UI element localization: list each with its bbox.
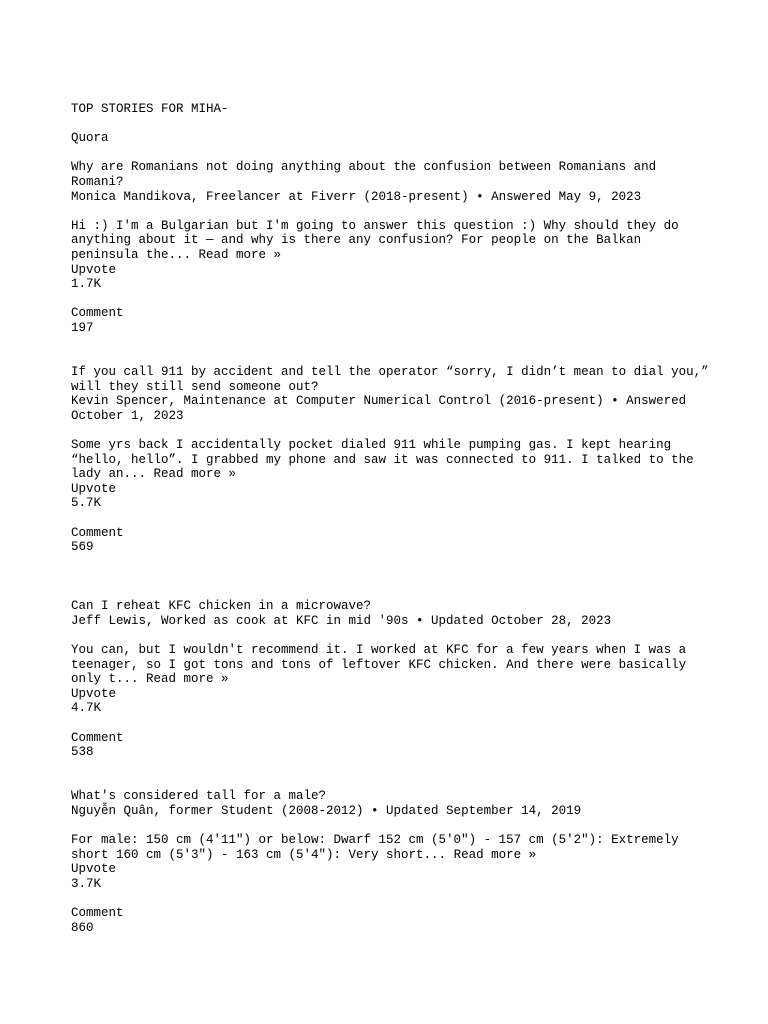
- comment-count: 860: [71, 920, 94, 935]
- story-snippet: [71, 833, 711, 862]
- story-item: [71, 365, 717, 555]
- comment-button[interactable]: Comment: [71, 730, 124, 745]
- read-more-link[interactable]: Read more »: [198, 247, 282, 262]
- story-snippet-text: You can, but I wouldn't recommend it. I worked at KFC for a few years when I was a teenager, so I got tons and tons of leftover KFC chicken. And there were basically only t...: [71, 643, 694, 687]
- upvote-count: 4.7K: [71, 701, 102, 716]
- story-question[interactable]: Can I reheat KFC chicken in a microwave?: [71, 599, 372, 614]
- story-author: Nguyễn Quân, former Student (2008-2012) • Updated September 14, 2019: [71, 803, 582, 818]
- upvote-block: [71, 263, 711, 292]
- story-snippet: [71, 643, 711, 687]
- upvote-block: [71, 482, 711, 511]
- story-author: Kevin Spencer, Maintenance at Computer Numerical Control (2016-present) • Answered October 1, 2023: [71, 394, 694, 423]
- comment-count: 538: [71, 745, 94, 760]
- comment-count: 569: [71, 540, 94, 555]
- story-snippet-text: Some yrs back I accidentally pocket dialed 911 while pumping gas. I kept hearing “hello, hello”. I grabbed my phone and saw it was connected to 911. I talked to the lady an...: [71, 437, 702, 482]
- story-item: [71, 599, 711, 760]
- story-question[interactable]: If you call 911 by accident and tell the operator “sorry, I didn’t mean to dial you,” will they still send someone out?: [71, 365, 717, 394]
- upvote-count: 5.7K: [71, 496, 102, 511]
- comment-button[interactable]: Comment: [71, 906, 124, 920]
- upvote-count: 1.7K: [71, 277, 102, 292]
- upvote-button[interactable]: Upvote: [71, 262, 117, 277]
- story-item: [71, 160, 711, 335]
- story-snippet: [71, 438, 711, 482]
- read-more-link[interactable]: Read more »: [453, 847, 537, 862]
- comment-button[interactable]: Comment: [71, 525, 124, 540]
- story-snippet-text: For male: 150 cm (4'11") or below: Dwarf 152 cm (5'0") - 157 cm (5'2"): Extremely short 160 cm (5'3") - 163 cm (5'4"): Very short...: [71, 833, 687, 862]
- story-snippet-text: Hi :) I'm a Bulgarian but I'm going to answer this question :) Why should they do anything about it — and why is there any confusion? For people on the Balkan peninsula the...: [71, 218, 687, 262]
- read-more-link[interactable]: Read more »: [146, 672, 229, 687]
- brand-name[interactable]: Quora: [71, 131, 109, 146]
- upvote-block: [71, 862, 711, 891]
- comment-button[interactable]: Comment: [71, 306, 124, 321]
- upvote-button[interactable]: Upvote: [71, 862, 117, 877]
- story-question[interactable]: What's considered tall for a male?: [71, 789, 327, 804]
- upvote-count: 3.7K: [71, 876, 102, 891]
- story-snippet: [71, 219, 711, 263]
- comment-block: [71, 526, 711, 555]
- comment-count: 197: [71, 320, 94, 335]
- comment-block: [71, 731, 711, 760]
- read-more-link[interactable]: Read more »: [153, 467, 237, 482]
- story-author: Jeff Lewis, Worked as cook at KFC in mid '90s • Updated October 28, 2023: [71, 613, 612, 628]
- comment-block: [71, 306, 711, 335]
- upvote-button[interactable]: Upvote: [71, 481, 117, 496]
- story-item: [71, 789, 711, 935]
- upvote-block: [71, 687, 711, 716]
- upvote-button[interactable]: Upvote: [71, 686, 117, 701]
- comment-block: [71, 906, 711, 935]
- story-author: Monica Mandikova, Freelancer at Fiverr (2018-present) • Answered May 9, 2023: [71, 189, 642, 204]
- email-body: [71, 102, 717, 935]
- digest-title: TOP STORIES FOR MIHA-: [71, 102, 229, 116]
- story-question[interactable]: Why are Romanians not doing anything about the confusion between Romanians and Romani?: [71, 160, 664, 189]
